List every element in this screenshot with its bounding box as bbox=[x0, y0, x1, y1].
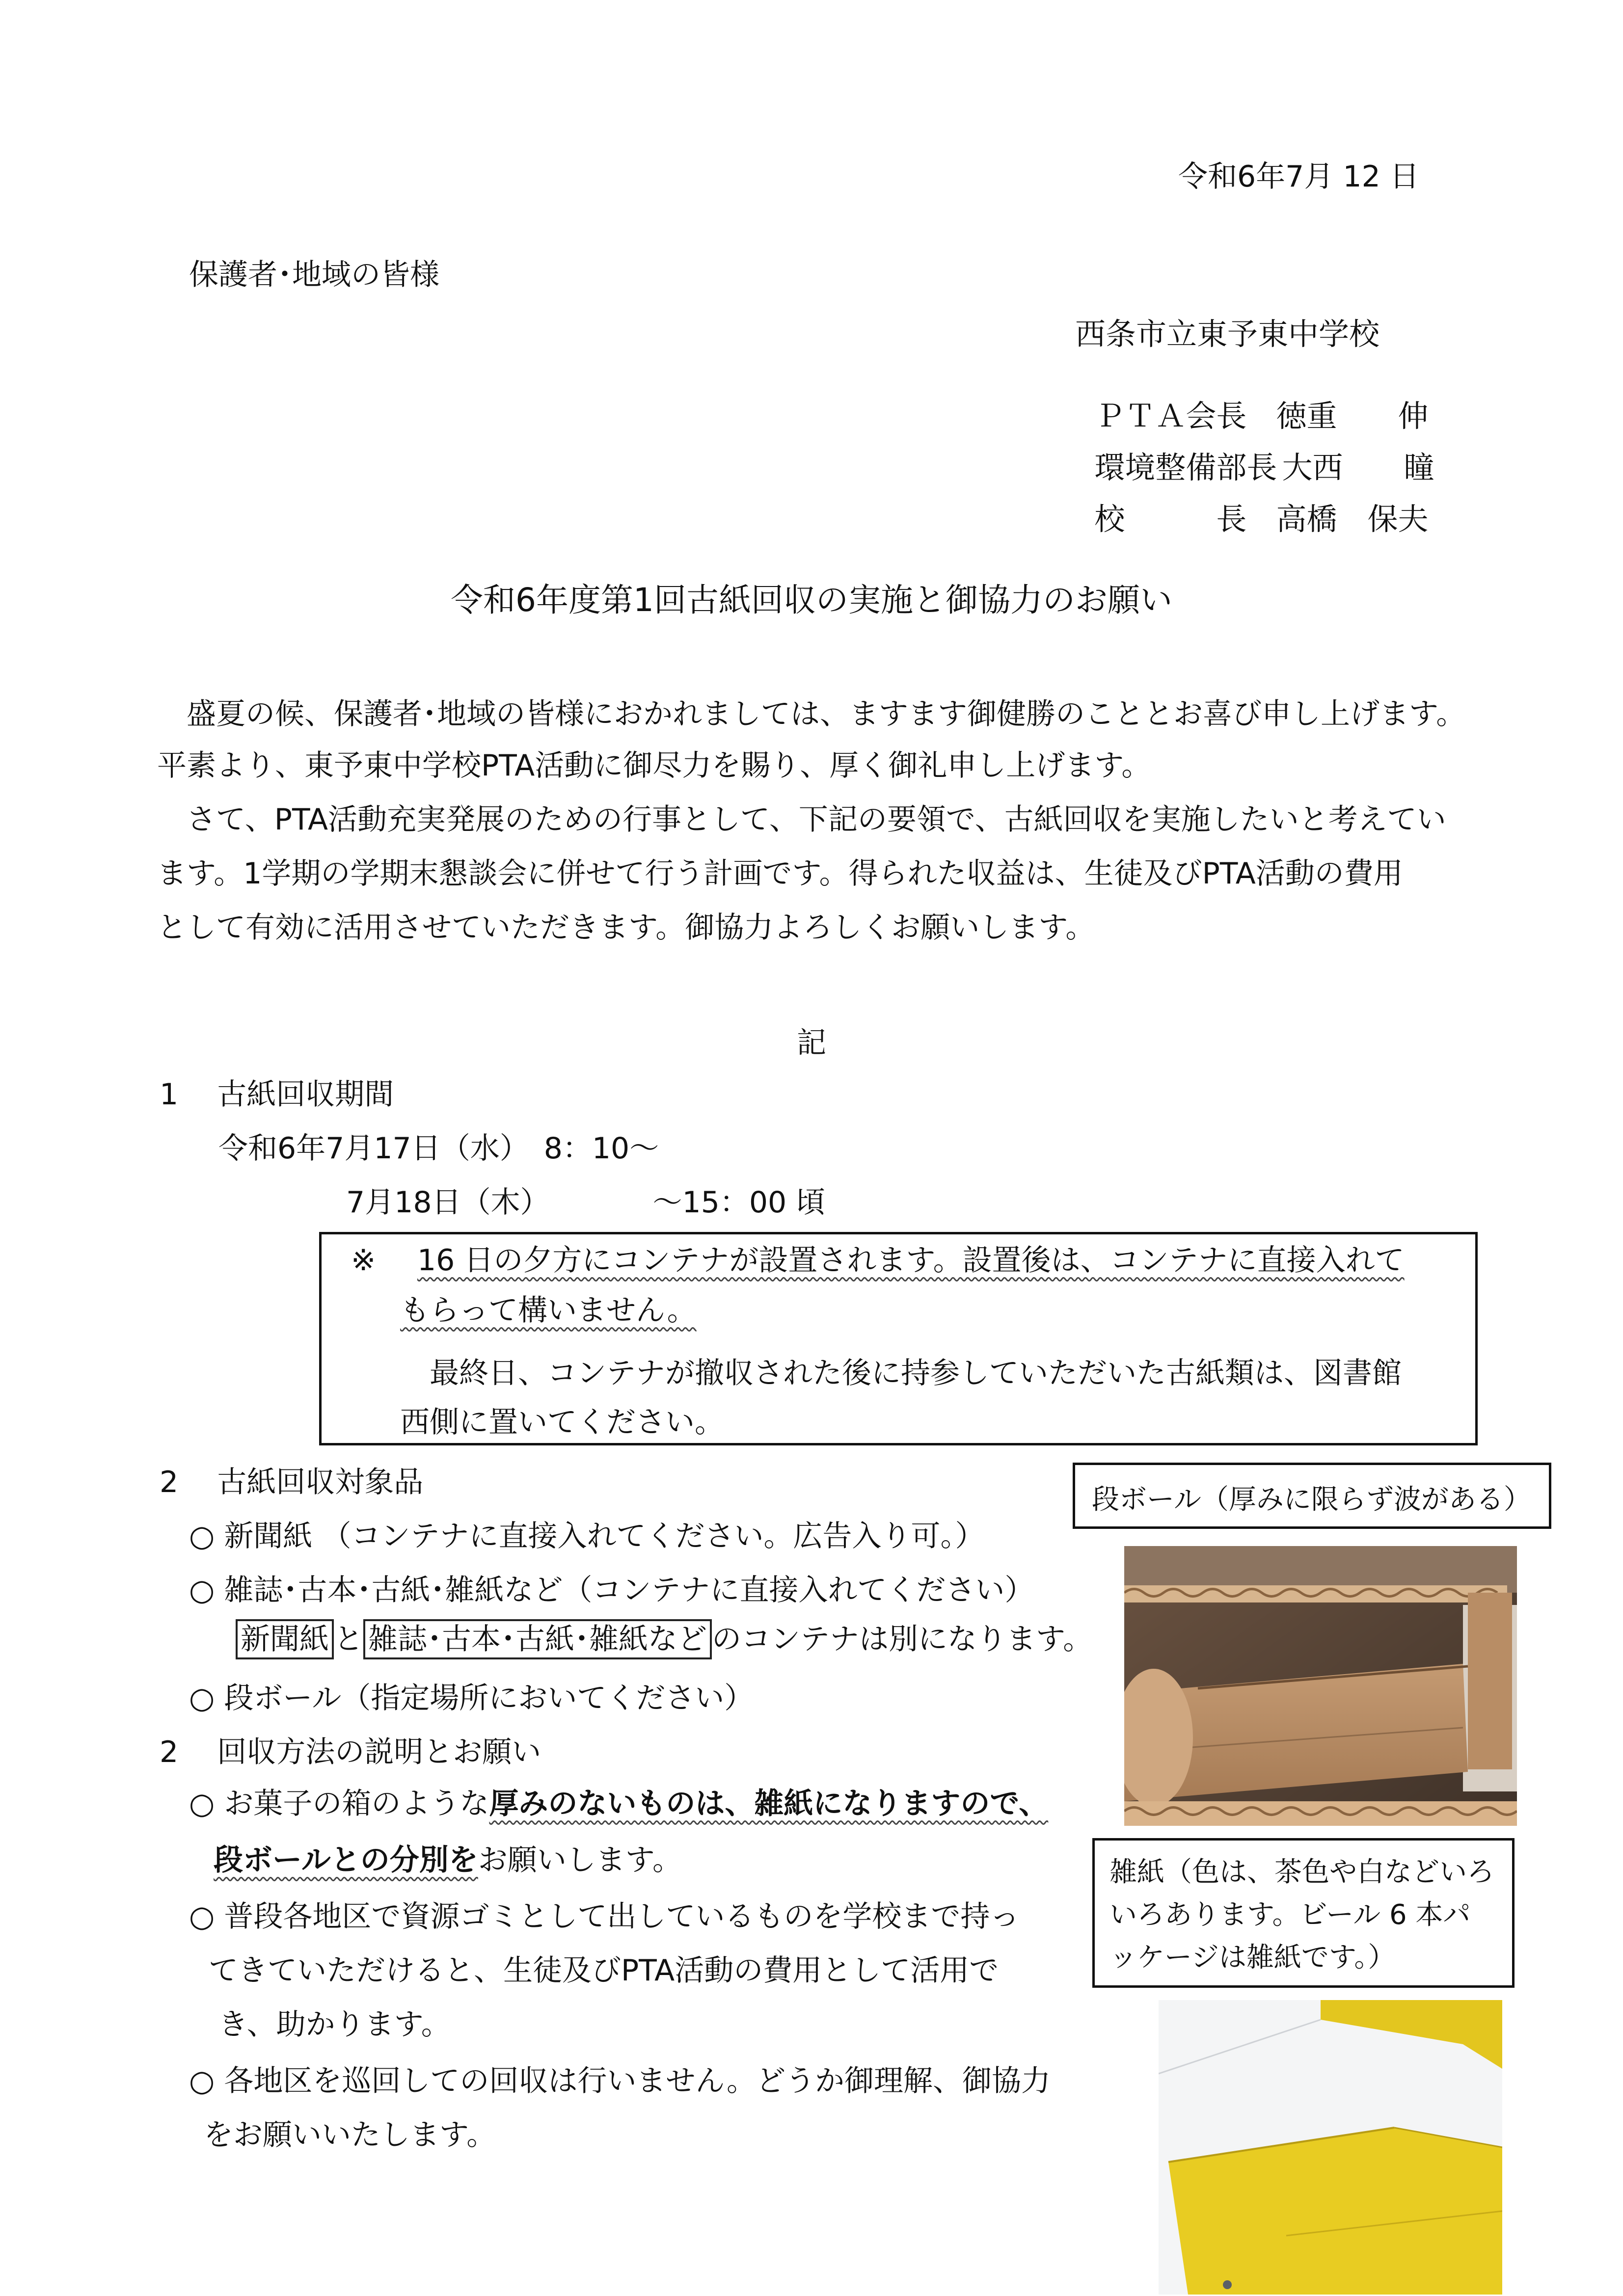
sender-role: ＰＴＡ会長 bbox=[1094, 398, 1247, 434]
method-item bbox=[189, 1787, 1049, 1821]
body-line: さて、PTA活動充実発展のための行事として、下記の要領で、古紙回収を実施したいと考えてい bbox=[157, 802, 1446, 837]
document-date: 令和6年7月 12 日 bbox=[1178, 160, 1419, 194]
target-item: ○ 雑誌･古本･古紙･雑紙など（コンテナに直接入れてください） bbox=[189, 1573, 1034, 1607]
notice-mark: ※ bbox=[351, 1243, 376, 1278]
notice-text: 16 日の夕方にコンテナが設置されます。設置後は、コンテナに直接入れて bbox=[417, 1243, 1405, 1278]
ki-heading: 記 bbox=[797, 1026, 826, 1060]
body-line: 盛夏の候、保護者･地域の皆様におかれましては、ますます御健勝のこととお喜び申し上げます。 bbox=[157, 697, 1466, 731]
sender-role: 環境整備部長 bbox=[1094, 450, 1277, 485]
collection-end: 7月18日（木） ～15：00 頃 bbox=[346, 1185, 826, 1220]
method-emphasis: 段ボールとの分別を bbox=[214, 1843, 478, 1877]
container-note-tail: のコンテナは別になります。 bbox=[712, 1622, 1093, 1656]
sender-name: 大西 瞳 bbox=[1282, 450, 1434, 485]
mixed-paper-caption: 雑紙（色は、茶色や白などいろいろあります。ビール 6 本パッケージは雑紙です。） bbox=[1092, 1838, 1515, 1988]
collection-start: 令和6年7月17日（水） 8：10～ bbox=[218, 1131, 659, 1166]
sender-school: 西条市立東予東中学校 bbox=[1075, 316, 1380, 352]
cardboard-photo bbox=[1124, 1546, 1517, 1826]
method-item: ○ 各地区を巡回しての回収は行いません。どうか御理解、御協力 bbox=[189, 2064, 1051, 2098]
body-line: ます。1学期の学期末懇談会に併せて行う計画です。得られた収益は、生徒及びPTA活動の費用 bbox=[157, 856, 1403, 891]
container-note bbox=[236, 1622, 1093, 1656]
method-emphasis: 厚みのないものは、雑紙になりますので、 bbox=[489, 1787, 1049, 1821]
method-item bbox=[214, 1845, 682, 1875]
method-item: をお願いいたします。 bbox=[204, 2118, 496, 2152]
sender-role: 校 長 bbox=[1094, 501, 1247, 537]
method-item: ○ 普段各地区で資源ゴミとして出しているものを学校まで持っ bbox=[189, 1899, 1020, 1934]
notice-line: 西側に置いてください。 bbox=[400, 1405, 724, 1440]
sender-name: 徳重 伸 bbox=[1276, 398, 1429, 434]
sender-principal bbox=[1075, 474, 1429, 537]
body-line: として有効に活用させていただきます。御協力よろしくお願いします。 bbox=[157, 910, 1095, 945]
method-text: ○ お菓子の箱のような bbox=[189, 1787, 489, 1821]
notice-line bbox=[400, 1293, 697, 1328]
section-1-heading: 1 古紙回収期間 bbox=[160, 1077, 394, 1112]
method-item: き、助かります。 bbox=[218, 2007, 451, 2042]
cardboard-image bbox=[1124, 1546, 1517, 1826]
section-2-heading: 2 古紙回収対象品 bbox=[160, 1465, 424, 1499]
sender-name: 高橋 保夫 bbox=[1276, 501, 1429, 537]
target-item: ○ 段ボール（指定場所においてください） bbox=[189, 1681, 754, 1715]
newspaper-label: 新聞紙 bbox=[236, 1619, 334, 1659]
section-3-heading: 2 回収方法の説明とお願い bbox=[160, 1735, 541, 1769]
target-item: ○ 新聞紙 （コンテナに直接入れてください。広告入り可。） bbox=[189, 1519, 985, 1553]
body-line: 平素より、東予東中学校PTA活動に御尽力を賜り、厚く御礼申し上げます。 bbox=[157, 748, 1151, 783]
cardboard-caption: 段ボール（厚みに限らず波がある） bbox=[1073, 1463, 1551, 1529]
notice-line bbox=[417, 1243, 1405, 1278]
notice-text: もらって構いません。 bbox=[400, 1293, 697, 1328]
container-note-and: と bbox=[334, 1622, 363, 1656]
magazine-label: 雑誌･古本･古紙･雑紙など bbox=[363, 1619, 712, 1659]
method-text: お願いします。 bbox=[478, 1843, 682, 1877]
mixed-paper-image bbox=[1159, 2000, 1502, 2295]
mixed-paper-photo bbox=[1159, 2000, 1502, 2295]
method-item: てきていただけると、生徒及びPTA活動の費用として活用で bbox=[209, 1953, 999, 1988]
document-title: 令和6年度第1回古紙回収の実施と御協力のお願い bbox=[451, 581, 1172, 619]
notice-line: 最終日、コンテナが撤収された後に持参していただいた古紙類は、図書館 bbox=[400, 1356, 1402, 1390]
addressee: 保護者･地域の皆様 bbox=[189, 258, 439, 292]
